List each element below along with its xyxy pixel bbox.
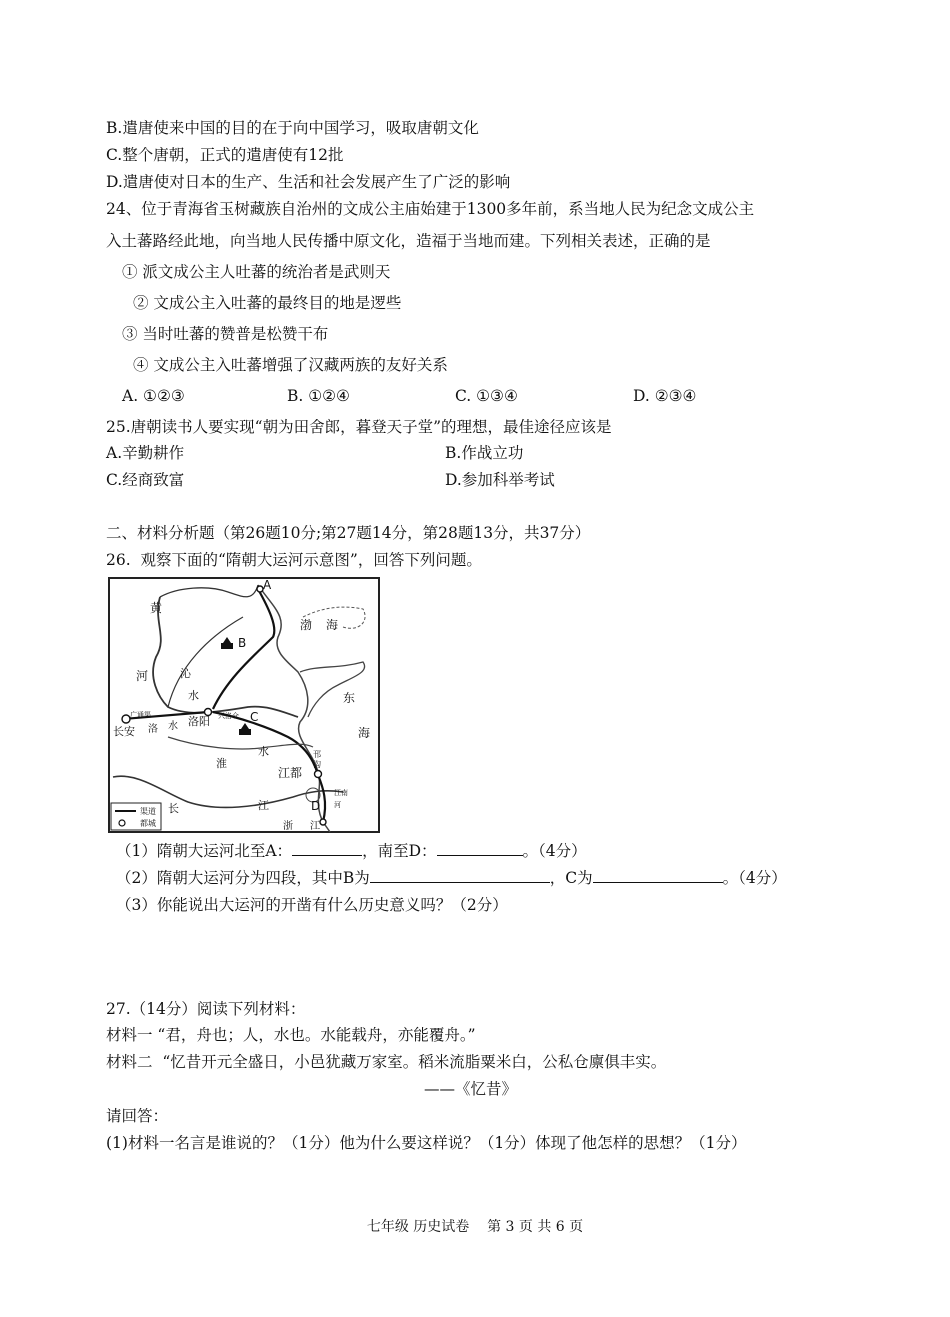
q26-part1: [116, 841, 587, 861]
map-label-jiangdu: 江都: [278, 766, 303, 780]
map-label-he: 河: [136, 669, 149, 683]
q26-blank-c[interactable]: [593, 868, 723, 883]
q26-blank-b[interactable]: [370, 868, 550, 883]
map-label-jiang: 江: [258, 799, 269, 812]
q27-ask: 请回答：: [106, 1107, 169, 1125]
map-label-luoyang: 洛阳: [188, 715, 210, 728]
changan-city-icon: [122, 715, 130, 723]
q25-stem: 25.唐朝读书人要实现“朝为田舍郎，暮登天子堂”的理想，最佳途径应该是: [106, 418, 612, 436]
section-heading: 二、材料分析题（第26题10分;第27题14分，第28题13分，共37分）: [106, 524, 591, 542]
q24-option-a: A. ①②③: [122, 387, 185, 405]
q24-stem-line1: 24、位于青海省玉树藏族自治州的文成公主庙始建于1300多年前，系当地人民为纪念文成公主: [106, 200, 755, 218]
q24-option-b: B. ①②④: [287, 387, 350, 405]
q27-part1: (1)材料一名言是谁说的？（1分）他为什么要这样说？（1分）体现了他怎样的思想？（1分）: [106, 1134, 747, 1152]
q26-part2-c: 。（4分）: [722, 869, 787, 887]
q25-option-a: A.辛勤耕作: [106, 444, 185, 462]
q26-part1-a: （1）隋朝大运河北至A：: [116, 842, 293, 860]
q24-option-d: D. ②③④: [633, 387, 697, 405]
map-label-xingluocang: 兴洛仓: [218, 712, 239, 720]
q24-statement-4: ④ 文成公主入吐蕃增强了汉藏两族的友好关系: [133, 356, 448, 374]
map-label-hai: 海: [326, 618, 339, 632]
q23-option-c: C.整个唐朝，正式的遣唐使有12批: [106, 146, 344, 164]
map-label-huai: 淮: [216, 757, 227, 770]
map-label-b: B: [238, 636, 247, 650]
d-city-icon: [320, 819, 326, 825]
q24-stem-line2: 入土蕃路经此地，向当地人民传播中原文化，造福于当地而建。下列相关表述，正确的是: [106, 232, 711, 250]
map-label-bo: 渤: [300, 618, 313, 632]
page-footer: 七年级 历史试卷 第 3 页 共 6 页: [366, 1219, 584, 1235]
map-label-shui3: 水: [258, 745, 269, 758]
q23-option-d: D.遣唐使对日本的生产、生活和社会发展产生了广泛的影响: [106, 173, 511, 191]
legend-city-label: 都城: [140, 819, 156, 828]
q24-statement-1: ① 派文成公主人吐蕃的统治者是武则天: [122, 263, 391, 281]
q27-stem: 27.（14分）阅读下列材料：: [106, 1000, 306, 1018]
map-label-he2: 河: [334, 801, 341, 809]
map-label-guangtong: 广通渠: [130, 711, 151, 719]
q26-stem: 26. 观察下面的“隋朝大运河示意图”，回答下列问题。: [106, 551, 482, 569]
map-label-jiang2: 江: [310, 821, 320, 832]
map-label-changan: 长安: [113, 725, 135, 738]
q26-part1-b: ，南至D：: [362, 842, 437, 860]
map-label-huang: 黄: [150, 601, 163, 615]
map-label-d: D: [311, 799, 321, 813]
q26-part3: （3）你能说出大运河的开凿有什么历史意义吗？（2分）: [116, 896, 508, 914]
map-label-chang: 长: [168, 802, 179, 815]
map-label-han: 邗: [313, 750, 321, 759]
q26-blank-a[interactable]: [292, 841, 362, 856]
map-label-shui2: 水: [168, 721, 178, 732]
q24-option-c: C. ①③④: [455, 387, 518, 405]
q27-source: ——《忆昔》: [424, 1080, 518, 1098]
q26-part1-c: 。（4分）: [522, 842, 587, 860]
q27-material-2: 材料二 “忆昔开元全盛日，小邑犹藏万家室。稻米流脂粟米白，公私仓廪俱丰实。: [106, 1053, 667, 1071]
map-label-zhe: 浙: [283, 821, 293, 832]
q25-option-b: B.作战立功: [445, 444, 524, 462]
q23-option-b: B.遣唐使来中国的目的在于向中国学习，吸取唐朝文化: [106, 119, 479, 137]
q27-material-1: 材料一 “君，舟也；人，水也。水能载舟，亦能覆舟。”: [106, 1026, 476, 1044]
map-label-a: A: [263, 578, 272, 592]
jiangdu-city-icon: [315, 771, 322, 778]
map-label-luo: 洛: [148, 724, 158, 735]
map-label-gou: 沟: [313, 760, 321, 769]
map-label-jiangnan: 江南: [334, 789, 348, 797]
legend-canal-label: 渠道: [140, 807, 156, 816]
q26-part2-b: ，C为: [549, 869, 593, 887]
q24-statement-2: ② 文成公主入吐蕃的最终目的地是逻些: [133, 294, 402, 312]
map-label-c: C: [250, 710, 259, 724]
q25-option-d: D.参加科举考试: [445, 471, 555, 489]
map-label-hai2: 海: [358, 726, 371, 740]
q26-blank-d[interactable]: [437, 841, 523, 856]
map-label-dong: 东: [343, 691, 356, 705]
map-label-qin: 沁: [180, 667, 191, 680]
q25-option-c: C.经商致富: [106, 471, 185, 489]
q26-part2: [116, 868, 787, 888]
q26-part2-a: （2）隋朝大运河分为四段，其中B为: [116, 869, 370, 887]
map-label-shui: 水: [188, 689, 199, 702]
grand-canal-map: [108, 577, 380, 833]
q24-statement-3: ③ 当时吐蕃的赞普是松赞干布: [122, 325, 329, 343]
